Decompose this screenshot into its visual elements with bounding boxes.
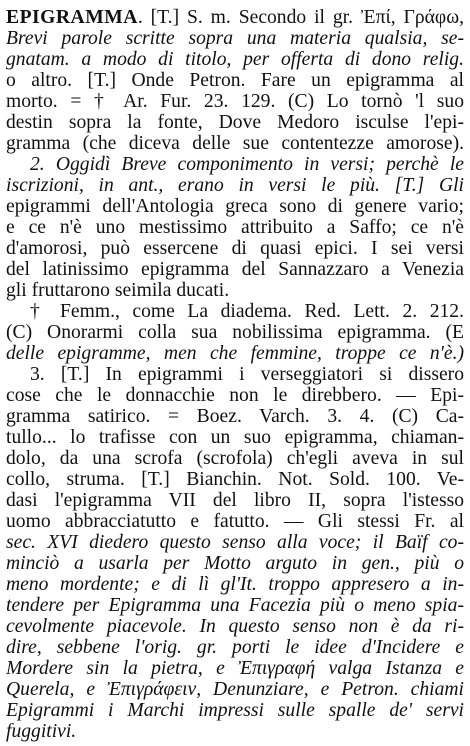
dictionary-entry [6,5,464,741]
entry-text: dolo, da una scrofa (scrofola) ch'egli aveva in sul [6,448,464,469]
entry-text: morto. = † Ar. Fur. 23. 129. (C) Lo tornò 'l suo [6,91,464,112]
entry-text: Mordere sin la pietra, e Ἐπιγραφή valga Istanza e [6,658,464,679]
entry-text: Epigrammi i Marchi impressi sulle spalle de' servi [6,700,464,721]
entry-text: del latinissimo epigramma del Sannazzaro a Venezia [6,259,464,280]
entry-text: collo, struma. [T.] Bianchin. Not. Sold. 100. Ve- [6,469,464,490]
entry-text: minciò a usarla per Motto arguto in gen., più o [6,553,464,574]
entry-text: † Femm., come La diadema. Red. Lett. 2. 212. [30,301,464,322]
entry-text: gramma satirico. = Boez. Varch. 3. 4. (C) Ca- [6,406,464,427]
entry-text: Brevi parole scritte sopra una materia qualsia, se- [6,28,464,49]
entry-lemma: EPIGRAMMA [6,7,138,28]
entry-text: fuggitivi. [6,721,77,742]
entry-text: gli fruttarono seimila ducati. [6,280,230,301]
entry-text: uomo abbracciatutto e fatutto. — Gli stessi Fr. al [6,511,464,532]
entry-line-1: EPIGRAMMA. [T.] S. m. Secondo il gr. Ἐπί, Γράφω, [6,7,464,28]
entry-text: epigrammi dell'Antologia greca sono di genere vario; [6,196,464,217]
entry-text: dire, sebbene l'orig. gr. porti le idee d'Incidere e [6,637,464,658]
entry-text: cevolmente piacevole. In questo senso non è da ri- [6,616,464,637]
entry-text: cose che le donnacchie non le direbbero. — Epi- [6,385,464,406]
entry-text: d'amorosi, può essercene di quasi epici. I sei versi [6,238,464,259]
entry-text: sec. XVI diedero questo senso alla voce; il Baïf co- [6,532,464,553]
entry-text: (C) Onorarmi colla sua nobilissima epigramma. (E [6,322,464,343]
entry-text: tullo... lo trafisse con un suo epigramma, chiaman- [6,427,464,448]
entry-text: gnatam. a modo di titolo, per offerta di dono relig. [6,49,464,70]
entry-text: tendere per Epigramma una Facezia più o meno spia- [6,595,464,616]
entry-line [6,719,464,745]
entry-text: Querela, e Ἐπιγράφειν, Denunziare, e Petron. chiami [6,679,464,700]
entry-text: destin sopra la fonte, Dove Medoro isculse l'epi- [6,112,464,133]
entry-text: 3. [T.] In epigrammi i verseggiatori si dissero [30,364,464,385]
entry-text: delle epigramme, men che femmine, troppe ce n'è.) [6,343,464,364]
entry-text: [T.] S. m. Secondo il gr. Ἐπί, Γράφω, [150,7,464,28]
entry-text: e ce n'è uno mestissimo attribuito a Saffo; ce n'è [6,217,464,238]
entry-text: 2. Oggidì Breve componimento in versi; perchè le [30,154,464,175]
entry-text: o altro. [T.] Onde Petron. Fare un epigramma al [6,70,464,91]
entry-text: dasi l'epigramma VII del libro II, sopra l'istesso [6,490,464,511]
entry-text: gramma (che diceva delle sue contentezze amorose). [6,133,464,154]
entry-text: meno mordente; e di lì gl'It. troppo appresero a in- [6,574,464,595]
entry-text: iscrizioni, in ant., erano in versi le più. [T.] Gli [6,175,464,196]
